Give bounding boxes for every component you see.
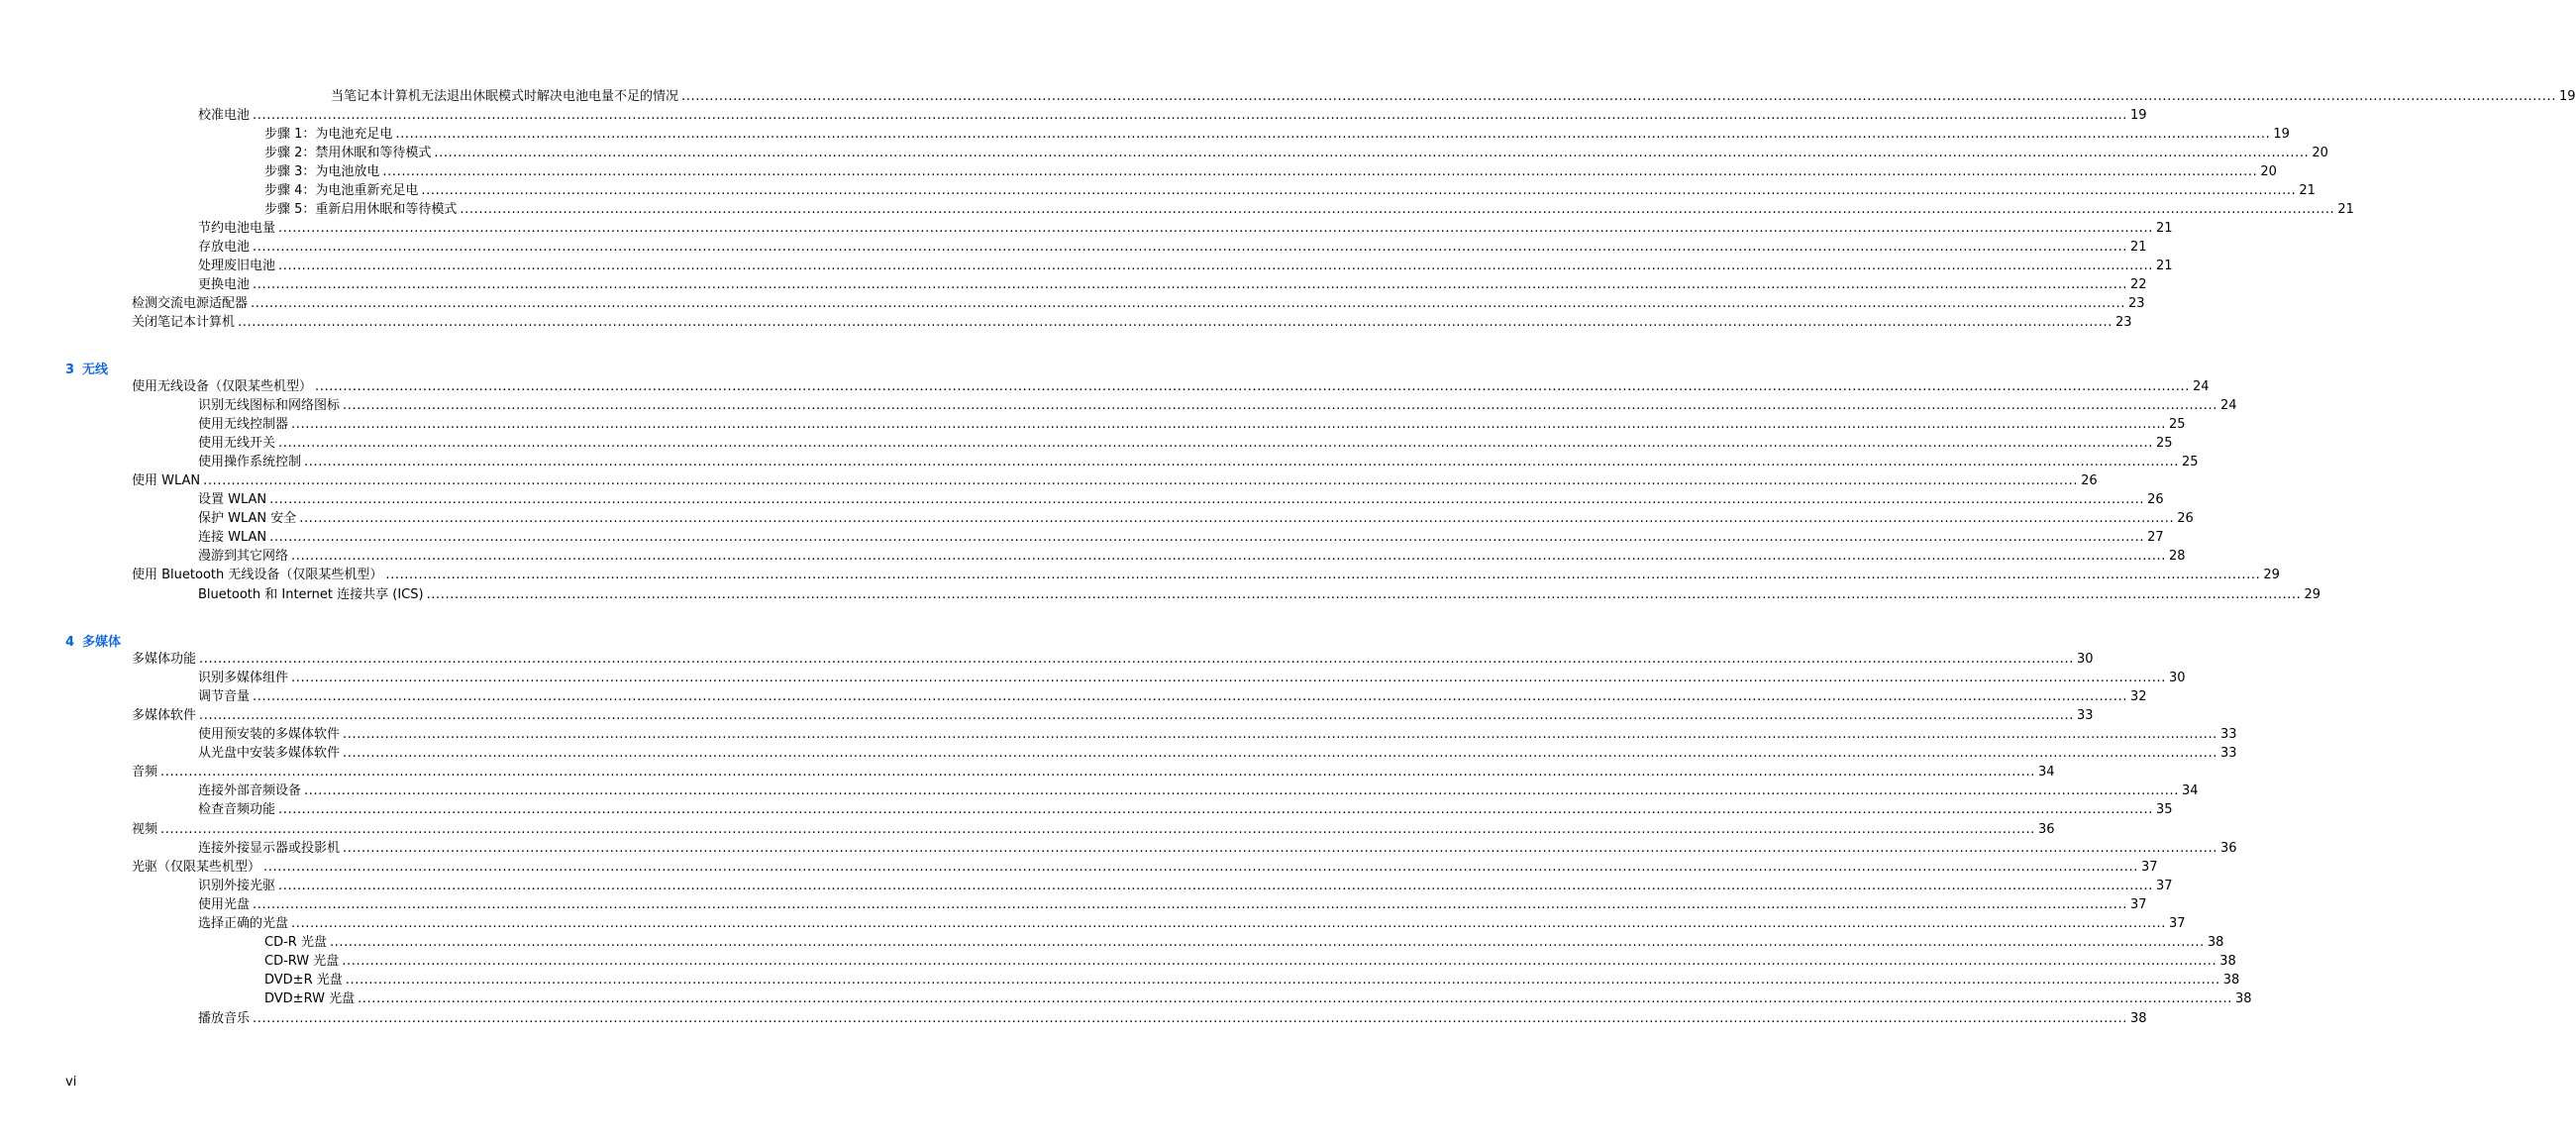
toc-entry-page: 38 — [2207, 935, 2224, 950]
dot-leader: ................................................................................................................................................................................................................................................................................................................................................................................................................ — [199, 708, 2074, 723]
toc-entry-title: 视频 — [132, 822, 158, 837]
toc-entry-page: 24 — [2192, 379, 2210, 394]
toc-entry-title: 使用无线开关 — [198, 436, 276, 451]
dot-leader: ................................................................................................................................................................................................................................................................................................................................................................................................................ — [253, 277, 2127, 292]
chapter-title: 多媒体 — [82, 635, 122, 650]
toc-entry-page: 25 — [2168, 417, 2186, 432]
toc-entry-title: 音频 — [132, 765, 158, 780]
toc-entry-title: 使用 Bluetooth 无线设备（仅限某些机型） — [132, 568, 383, 582]
toc-entry-page: 38 — [2222, 973, 2240, 988]
toc-entry[interactable] — [132, 295, 2145, 313]
toc-entry-title: 从光盘中安装多媒体软件 — [198, 746, 341, 761]
dot-leader: ................................................................................................................................................................................................................................................................................................................................................................................................................ — [199, 652, 2074, 667]
toc-entry-title: 连接外部音频设备 — [198, 783, 302, 798]
dot-leader: ................................................................................................................................................................................................................................................................................................................................................................................................................ — [315, 379, 2190, 394]
toc-entry[interactable] — [198, 276, 2147, 294]
toc-entry[interactable] — [132, 859, 2158, 877]
toc-entry-title: 选择正确的光盘 — [198, 916, 289, 931]
toc-entry[interactable] — [198, 397, 2237, 415]
toc-entry-title: 连接外接显示器或投影机 — [198, 841, 341, 856]
toc-entry-title: 识别无线图标和网络图标 — [198, 398, 341, 413]
toc-entry[interactable] — [132, 821, 2055, 839]
dot-leader: ................................................................................................................................................................................................................................................................................................................................................................................................................ — [238, 315, 2112, 330]
dot-leader: ................................................................................................................................................................................................................................................................................................................................................................................................................ — [269, 530, 2145, 545]
toc-entry-page: 35 — [2155, 802, 2173, 817]
toc-entry-title: 更换电池 — [198, 277, 251, 292]
chapter-heading[interactable] — [65, 362, 108, 379]
toc-entry[interactable] — [132, 764, 2055, 781]
toc-entry-title: 步骤 2：禁用休眠和等待模式 — [264, 146, 432, 160]
dot-leader: ................................................................................................................................................................................................................................................................................................................................................................................................................ — [304, 455, 2179, 469]
toc-entry-title: 使用无线控制器 — [198, 417, 289, 432]
toc-entry-page: 20 — [2312, 146, 2328, 160]
toc-entry[interactable] — [198, 510, 2194, 528]
page-number: vi — [65, 1075, 77, 1090]
toc-entry-page: 37 — [2155, 879, 2173, 893]
toc-entry-page: 26 — [2081, 473, 2098, 488]
dot-leader: ................................................................................................................................................................................................................................................................................................................................................................................................................ — [358, 991, 2233, 1006]
toc-entry-page: 29 — [2304, 587, 2321, 602]
dot-leader: ................................................................................................................................................................................................................................................................................................................................................................................................................ — [203, 473, 2079, 488]
toc-entry-page: 38 — [2235, 991, 2252, 1006]
dot-leader: ................................................................................................................................................................................................................................................................................................................................................................................................................ — [291, 549, 2166, 564]
dot-leader: ................................................................................................................................................................................................................................................................................................................................................................................................................ — [343, 727, 2217, 742]
toc-entry[interactable] — [264, 201, 2354, 219]
toc-entry[interactable] — [132, 707, 2094, 725]
toc-entry-page: 33 — [2076, 708, 2094, 723]
dot-leader: ................................................................................................................................................................................................................................................................................................................................................................................................................ — [460, 202, 2335, 217]
toc-entry-title: CD-RW 光盘 — [264, 954, 340, 969]
dot-leader: ................................................................................................................................................................................................................................................................................................................................................................................................................ — [385, 568, 2261, 582]
dot-leader: ................................................................................................................................................................................................................................................................................................................................................................................................................ — [253, 689, 2127, 704]
toc-entry-page: 21 — [2299, 183, 2316, 198]
toc-entry-page: 28 — [2168, 549, 2186, 564]
toc-entry-page: 30 — [2076, 652, 2094, 667]
dot-leader: ................................................................................................................................................................................................................................................................................................................................................................................................................ — [278, 221, 2153, 236]
toc-entry-page: 32 — [2129, 689, 2147, 704]
toc-entry-page: 19 — [2129, 108, 2147, 123]
toc-entry[interactable] — [132, 472, 2098, 490]
toc-entry[interactable] — [198, 548, 2186, 566]
dot-leader: ................................................................................................................................................................................................................................................................................................................................................................................................................ — [343, 841, 2217, 856]
dot-leader: ................................................................................................................................................................................................................................................................................................................................................................................................................ — [421, 183, 2297, 198]
dot-leader: ................................................................................................................................................................................................................................................................................................................................................................................................................ — [160, 822, 2035, 837]
toc-entry-page: 38 — [2129, 1011, 2147, 1026]
dot-leader: ................................................................................................................................................................................................................................................................................................................................................................................................................ — [269, 492, 2145, 507]
toc-entry[interactable] — [264, 972, 2240, 989]
dot-leader: ................................................................................................................................................................................................................................................................................................................................................................................................................ — [434, 146, 2310, 160]
toc-entry[interactable] — [198, 782, 2199, 800]
toc-entry[interactable] — [198, 454, 2199, 471]
toc-entry[interactable] — [331, 88, 2576, 106]
toc-entry[interactable] — [198, 529, 2164, 547]
toc-entry-page: 23 — [2114, 315, 2132, 330]
toc-entry[interactable] — [198, 220, 2173, 238]
toc-entry-title: 保护 WLAN 安全 — [198, 511, 297, 526]
toc-entry-title: 检测交流电源适配器 — [132, 296, 249, 311]
toc-entry-page: 23 — [2127, 296, 2145, 311]
toc-entry-page: 36 — [2219, 841, 2237, 856]
toc-entry[interactable] — [132, 378, 2210, 396]
toc-entry-page: 38 — [2219, 954, 2236, 969]
toc-entry-title: 使用预安装的多媒体软件 — [198, 727, 341, 742]
toc-entry-page: 21 — [2129, 240, 2147, 255]
toc-entry[interactable] — [198, 435, 2173, 453]
dot-leader: ................................................................................................................................................................................................................................................................................................................................................................................................................ — [278, 879, 2153, 893]
dot-leader: ................................................................................................................................................................................................................................................................................................................................................................................................................ — [291, 916, 2166, 931]
toc-entry-page: 37 — [2140, 860, 2158, 875]
dot-leader: ................................................................................................................................................................................................................................................................................................................................................................................................................ — [263, 860, 2138, 875]
toc-entry-title: 使用操作系统控制 — [198, 455, 302, 469]
toc-entry-page: 27 — [2147, 530, 2164, 545]
dot-leader: ................................................................................................................................................................................................................................................................................................................................................................................................................ — [253, 108, 2127, 123]
toc-entry[interactable] — [198, 801, 2173, 819]
toc-entry-title: 多媒体功能 — [132, 652, 197, 667]
toc-entry-title: 步骤 1：为电池充足电 — [264, 127, 393, 142]
dot-leader: ................................................................................................................................................................................................................................................................................................................................................................................................................ — [299, 511, 2175, 526]
toc-entry-page: 25 — [2155, 436, 2173, 451]
chapter-number: 4 — [65, 635, 75, 650]
toc-entry-page: 26 — [2147, 492, 2164, 507]
toc-entry-title: 步骤 4：为电池重新充足电 — [264, 183, 419, 198]
dot-leader: ................................................................................................................................................................................................................................................................................................................................................................................................................ — [342, 954, 2217, 969]
toc-entry-page: 36 — [2037, 822, 2055, 837]
toc-entry-title: CD-R 光盘 — [264, 935, 327, 950]
toc-entry-page: 33 — [2219, 727, 2237, 742]
toc-entry[interactable] — [198, 896, 2147, 914]
toc-entry[interactable] — [264, 163, 2277, 181]
toc-entry[interactable] — [264, 126, 2290, 144]
toc-entry-page: 21 — [2337, 202, 2354, 217]
dot-leader: ................................................................................................................................................................................................................................................................................................................................................................................................................ — [345, 973, 2220, 988]
toc-entry[interactable] — [132, 651, 2094, 669]
dot-leader: ................................................................................................................................................................................................................................................................................................................................................................................................................ — [304, 783, 2179, 798]
toc-entry-title: 当笔记本计算机无法退出休眠模式时解决电池电量不足的情况 — [331, 89, 679, 104]
dot-leader: ................................................................................................................................................................................................................................................................................................................................................................................................................ — [395, 127, 2271, 142]
dot-leader: ................................................................................................................................................................................................................................................................................................................................................................................................................ — [278, 259, 2153, 273]
toc-entry[interactable] — [198, 878, 2173, 895]
toc-entry[interactable] — [198, 107, 2147, 125]
toc-entry-page: 21 — [2155, 259, 2173, 273]
toc-entry-title: 步骤 3：为电池放电 — [264, 164, 380, 179]
toc-entry[interactable] — [198, 688, 2147, 706]
dot-leader: ................................................................................................................................................................................................................................................................................................................................................................................................................ — [681, 89, 2556, 104]
chapter-title: 无线 — [82, 363, 109, 377]
toc-entry[interactable] — [198, 726, 2237, 744]
toc-entry-page: 33 — [2219, 746, 2237, 761]
toc-entry-page: 20 — [2260, 164, 2277, 179]
dot-leader: ................................................................................................................................................................................................................................................................................................................................................................................................................ — [278, 802, 2153, 817]
toc-entry[interactable] — [198, 586, 2321, 604]
toc-entry-title: 多媒体软件 — [132, 708, 197, 723]
toc-entry-title: 识别外接光驱 — [198, 879, 276, 893]
toc-entry-page: 25 — [2181, 455, 2199, 469]
toc-entry-title: 连接 WLAN — [198, 530, 267, 545]
chapter-heading[interactable] — [65, 634, 121, 652]
toc-entry-title: 使用光盘 — [198, 897, 251, 912]
toc-entry-page: 29 — [2263, 568, 2280, 582]
toc-entry-title: 节约电池电量 — [198, 221, 276, 236]
toc-entry-title: DVD±RW 光盘 — [264, 991, 356, 1006]
toc-entry[interactable] — [132, 314, 2132, 332]
toc-entry-page: 22 — [2129, 277, 2147, 292]
toc-entry-page: 34 — [2181, 783, 2199, 798]
toc-entry[interactable] — [264, 182, 2316, 200]
dot-leader: ................................................................................................................................................................................................................................................................................................................................................................................................................ — [343, 398, 2217, 413]
toc-entry-page: 26 — [2177, 511, 2194, 526]
toc-entry-page: 30 — [2168, 671, 2186, 685]
toc-entry[interactable] — [198, 258, 2173, 275]
toc-entry-title: 检查音频功能 — [198, 802, 276, 817]
toc-entry[interactable] — [264, 953, 2236, 971]
toc-entry[interactable] — [198, 416, 2186, 434]
toc-entry[interactable] — [198, 670, 2186, 687]
toc-entry-title: 播放音乐 — [198, 1011, 251, 1026]
toc-entry-title: DVD±R 光盘 — [264, 973, 343, 988]
toc-entry-title: 识别多媒体组件 — [198, 671, 289, 685]
dot-leader: ................................................................................................................................................................................................................................................................................................................................................................................................................ — [253, 897, 2127, 912]
toc-entry[interactable] — [198, 915, 2186, 933]
dot-leader: ................................................................................................................................................................................................................................................................................................................................................................................................................ — [253, 1011, 2127, 1026]
toc-entry[interactable] — [198, 239, 2147, 257]
toc-entry-title: 光驱（仅限某些机型） — [132, 860, 261, 875]
toc-entry[interactable] — [198, 840, 2237, 858]
toc-entry-title: 漫游到其它网络 — [198, 549, 289, 564]
toc-entry-title: 存放电池 — [198, 240, 251, 255]
toc-entry[interactable] — [132, 567, 2280, 584]
toc-entry-page: 21 — [2155, 221, 2173, 236]
toc-entry[interactable] — [264, 934, 2224, 952]
dot-leader: ................................................................................................................................................................................................................................................................................................................................................................................................................ — [160, 765, 2035, 780]
dot-leader: ................................................................................................................................................................................................................................................................................................................................................................................................................ — [278, 436, 2153, 451]
toc-entry-page: 19 — [2558, 89, 2576, 104]
dot-leader: ................................................................................................................................................................................................................................................................................................................................................................................................................ — [291, 417, 2166, 432]
toc-entry-title: Bluetooth 和 Internet 连接共享 (ICS) — [198, 587, 424, 602]
dot-leader: ................................................................................................................................................................................................................................................................................................................................................................................................................ — [253, 240, 2127, 255]
dot-leader: ................................................................................................................................................................................................................................................................................................................................................................................................................ — [291, 671, 2166, 685]
toc-entry-page: 37 — [2129, 897, 2147, 912]
toc-entry-title: 处理废旧电池 — [198, 259, 276, 273]
toc-entry[interactable] — [198, 745, 2237, 763]
toc-entry[interactable] — [264, 990, 2252, 1008]
toc-entry[interactable] — [198, 491, 2164, 509]
toc-entry-title: 步骤 5：重新启用休眠和等待模式 — [264, 202, 458, 217]
toc-entry-page: 24 — [2219, 398, 2237, 413]
dot-leader: ................................................................................................................................................................................................................................................................................................................................................................................................................ — [426, 587, 2302, 602]
dot-leader: ................................................................................................................................................................................................................................................................................................................................................................................................................ — [251, 296, 2125, 311]
toc-entry-title: 设置 WLAN — [198, 492, 267, 507]
toc-entry-page: 34 — [2037, 765, 2055, 780]
toc-entry-title: 使用 WLAN — [132, 473, 201, 488]
toc-entry[interactable] — [264, 145, 2328, 162]
toc-entry-title: 调节音量 — [198, 689, 251, 704]
toc-entry-page: 19 — [2273, 127, 2290, 142]
toc-entry-title: 关闭笔记本计算机 — [132, 315, 236, 330]
toc-entry-title: 校准电池 — [198, 108, 251, 123]
chapter-number: 3 — [65, 363, 75, 377]
toc-entry-page: 37 — [2168, 916, 2186, 931]
toc-entry-title: 使用无线设备（仅限某些机型） — [132, 379, 313, 394]
toc-entry[interactable] — [198, 1010, 2147, 1028]
dot-leader: ................................................................................................................................................................................................................................................................................................................................................................................................................ — [343, 746, 2217, 761]
dot-leader: ................................................................................................................................................................................................................................................................................................................................................................................................................ — [329, 935, 2205, 950]
dot-leader: ................................................................................................................................................................................................................................................................................................................................................................................................................ — [382, 164, 2258, 179]
